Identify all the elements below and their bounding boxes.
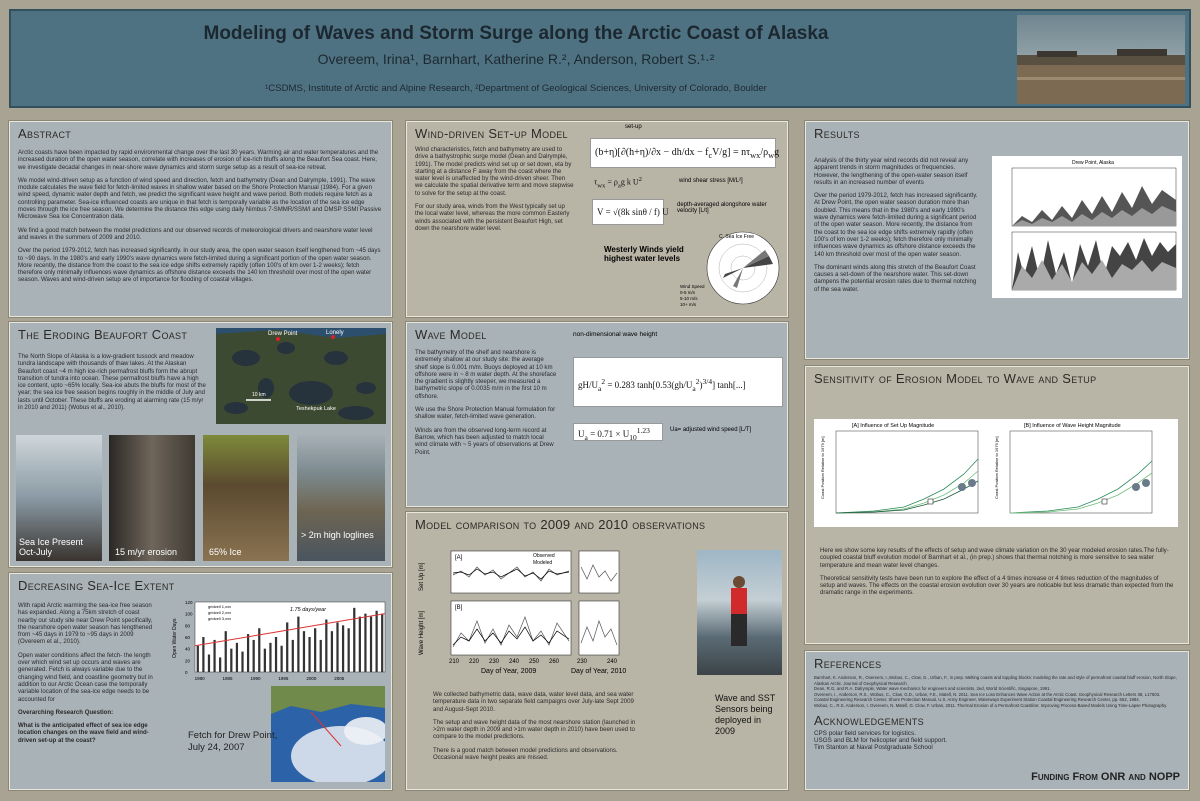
erosion-caption: 15 m/yr erosion xyxy=(115,547,178,557)
setup-heading: Wind-driven Set-up Model xyxy=(415,126,568,141)
results-p3: The dominant winds along this stretch of the Beaufort Coast causes a set-down of the nearshore water. This set-down dampens the potential erosion rates due to thermal notching of the sea water. xyxy=(814,263,977,293)
results-heading: Results xyxy=(814,126,860,141)
y-tick-label: 80 xyxy=(185,623,191,629)
wind-rose xyxy=(703,228,783,308)
panel-a-label: [A] xyxy=(455,555,463,561)
xlabel-2010: Day of Year, 2010 xyxy=(571,668,627,675)
y-tick-label: 40 xyxy=(185,646,191,652)
references-panel xyxy=(805,651,1189,790)
sensitivity-p2: Theoretical sensitivity tests have been run to explore the effect of a 4 times increase or 4 times reduction of the magnitudes of setup and waves. The effects on the coastal erosion evolution over 30 years are noticable but less dramatic than expected from the dramatic range in the experiments. xyxy=(820,574,1174,597)
open-water-bar xyxy=(342,625,344,672)
open-water-bar xyxy=(269,643,271,672)
rose-legend-3: 10+ m/s xyxy=(680,302,697,307)
references-list xyxy=(806,673,1188,709)
velocity-label: depth-averaged alongshore water velocity [L/t] xyxy=(677,202,767,214)
open-water-bar xyxy=(331,631,333,672)
question-title: Overarching Research Question: xyxy=(18,708,114,716)
xlabel-2009: Day of Year, 2009 xyxy=(481,668,537,675)
comparison-text2: The setup and wave height data of the most nearshore station (launched in >2m water depth in 2009 and >1m water depth in 2010) have been used to compare to the model predictions. xyxy=(433,718,636,741)
poster-header xyxy=(9,9,1191,108)
sensitivity-chart xyxy=(814,419,1178,527)
wave-equation: $gH/U_a^2 = 0.283$ $\tanh[0.53(gh/U_a^2)^{3/4}]$ tanh[...] xyxy=(573,357,783,407)
loglines-caption: > 2m high loglines xyxy=(301,530,374,540)
stress-equation: $\tau_{wx} = \rho_ag$ k $U^2$ xyxy=(594,176,642,190)
setup-text2: For our study area, winds from the West typically set up the local water level, whereas the more common Easterly winds associated with the persistent Beaufort High, set down the nearshore water level. xyxy=(415,203,570,232)
open-water-bar xyxy=(219,657,221,672)
reference-1: Barnhart, K. Anderson, R., Overeem, I.,Wobus, C., Clow, G., Urban, F., in prep. Melting coasts and toppling blocks: modeling the rate and style of permafrost coastal bluff erosion, North Slope, Alaskan Arctic. Journal of Geophysical Research. xyxy=(814,675,1177,686)
results-chart xyxy=(992,156,1182,298)
comparison-heading: Model comparison to 2009 and 2010 observations xyxy=(415,517,706,532)
map-label-lonely: Lonely xyxy=(326,330,344,336)
abstract-heading: Abstract xyxy=(18,126,72,141)
rose-legend-title: Wind Speed xyxy=(680,284,705,289)
results-chart-title: Drew Point, Alaska xyxy=(1072,160,1114,166)
reference-2: Dean, R.G, and R.A. Dalrymple, Water wave mechanics for engineers and scientists. 2ed, World Scientific, Singapore, 1991. xyxy=(814,686,1051,692)
open-water-bar xyxy=(336,622,338,672)
reference-5: Wobus, C., R.S. Anderson, I. Overeem, N. Matell, G. Clow, F. Urban, 2011. Thermal Erosion of a Permafrost Coastline: Improving Process-Based Models Using Time-Lapse Photography. xyxy=(814,702,1168,708)
open-water-bar xyxy=(275,637,277,672)
wave-text3: Winds are from the observed long-term record at Barrow, which has been adjusted to match local wind climate with ~ 5 years of observations at Drew Point. xyxy=(415,426,554,456)
nondim-label: non-dimensional wave height xyxy=(573,331,658,338)
rose-label: C. Sea Ice Free xyxy=(719,234,755,240)
sea-ice-panel xyxy=(9,573,392,790)
setup-model-panel xyxy=(406,121,788,317)
open-water-bar xyxy=(230,649,232,672)
abstract-p3: We find a good match between the model predictions and our observed records of meteorological drivers and nearshore water level and waves in the summers of 2009 and 2010. xyxy=(18,226,373,241)
funding-note: Funding From ONR and NOPP xyxy=(1031,771,1180,783)
open-water-bar xyxy=(359,617,361,672)
setup-text: Wind characteristics, fetch and bathymetry are used to drive a bathystrophic surge model (Dean and Dalrymple, 1991). The model predicts wind set up or set down, eta by starting at a distance F away from the coast where the water level is unaffected by the wind-driven sheer. Then we calculate the spatial derivative term and move stepwise to solve for the setup at the coast. xyxy=(415,146,574,197)
fetch-caption: Fetch for Drew Point, July 24, 2007 xyxy=(188,730,278,753)
svg-text:250: 250 xyxy=(529,659,540,665)
velocity-equation: V = √(8k sinθ / f) U xyxy=(592,199,664,225)
sens-ylabel-b: Coast Position Relative to 1979 [m] xyxy=(994,436,999,499)
open-water-bar xyxy=(364,614,366,672)
references-heading: References xyxy=(814,656,882,671)
comparison-panel xyxy=(406,512,788,790)
abstract-panel xyxy=(9,121,392,317)
header-photo xyxy=(1017,15,1185,104)
x-tick-label: 1985 xyxy=(222,676,233,681)
setup-label: set-up xyxy=(625,124,642,130)
open-water-bar xyxy=(314,628,316,672)
open-water-bar xyxy=(325,620,327,673)
svg-text:240: 240 xyxy=(509,659,520,665)
poster-title: Modeling of Waves and Storm Surge along the Arctic Coast of Alaska xyxy=(203,23,829,44)
y-tick-label: 60 xyxy=(185,635,191,640)
open-water-bar xyxy=(236,643,238,672)
open-water-bar xyxy=(376,611,378,672)
panel-b-label: [B] xyxy=(455,605,463,611)
sens-title-a: [A] Influence of Set Up Magnitude xyxy=(852,423,935,429)
y-tick-label: 100 xyxy=(185,611,193,617)
legend-2: gridcell 2,xxx xyxy=(208,610,232,615)
open-water-bar xyxy=(303,631,305,672)
open-water-bar xyxy=(213,640,215,672)
trend-annotation: 1.75 days/year xyxy=(290,607,327,613)
ack-heading: Acknowledgements xyxy=(814,712,924,728)
legend-observed: Observed xyxy=(533,553,555,559)
x-tick-label: 1990 xyxy=(250,676,261,681)
open-water-bar xyxy=(320,640,322,672)
open-water-bar xyxy=(292,640,294,672)
rose-legend-2: 5-10 m/s xyxy=(680,296,698,301)
svg-text:230: 230 xyxy=(489,659,500,665)
wave-model-panel xyxy=(406,322,788,507)
open-water-bar xyxy=(353,608,355,672)
comparison-chart xyxy=(411,537,656,679)
y-tick-label: 120 xyxy=(185,600,193,605)
ylabel-wave: Wave Height [m] xyxy=(419,610,425,655)
abstract-p2: We model wind-driven setup as a function of wind speed and direction, fetch and bathymetry (Dean and Dalrymple, 1991). The wave module calculates the wave field for fetch-limited waves in shallow water based on the Shore Protection Manual (1984). For a given wind speed, dynamic water depth and fetch, we predict the significant wave height and wave period. Both models require fetch as a controlling parameter. Sea-ice influenced coasts are unique in that fetch is temporally variable as the location of the sea ice edge moves through the ice free season. We determine the distance this edge using daily Nimbus 7-SMMR/SSM/I and DMSP SSMI Passive Microwave Sea Ice Concentration data. xyxy=(18,176,382,221)
ack-3: Tim Stanton at Naval Postgraduate School xyxy=(814,744,933,752)
abstract-p4: Over the period 1979-2012, fetch has increased significantly. In our study area, the open water season itself lengthened from ~45 days to ~90 days. In the 1980's and early 1990's wave dynamics were fetch-limited during a significant portion of the open water season. More recently, the distance from the coast to the sea ice edge shifts extremely rapidly (often 100's of km over 1-2 weeks); fetch therefore only minimally influences wave dynamics as offshore distance exceeds the 140 km threshold over most of the open water season. Waves and wind-driven setup are of importance for flooding of coastal villages. xyxy=(18,247,381,284)
research-question: What is the anticipated effect of sea ice edge location changes on the wave field and wind-driven set-up at the coast? xyxy=(18,722,149,744)
rose-legend-1: 0-5 m/s xyxy=(680,290,696,295)
ack-1: CPS polar field services for logistics. xyxy=(814,729,916,737)
tundra-map xyxy=(216,328,386,424)
svg-text:260: 260 xyxy=(549,659,560,665)
sens-ylabel-a: Coast Position Relative to 1979 [m] xyxy=(820,436,825,499)
chart-ylabel: Open Water Days xyxy=(172,618,178,658)
comparison-text1: We collected bathymetric data, wave data, water level data, and sea water temperature data in two separate field campaigns over July-late Sept 2009 and August-Sept 2010. xyxy=(433,691,634,713)
results-p2: Over the period 1979-2012, fetch has increased significantly. At Drew Point, the open water season duration more than doubled. This means that in the 1980's and early 1990's wave dynamics were fetch-limited during a significant period of the open water season. More recently, the distance from the coast to the sea ice edge shifts extremely rapidly (often 100's of km over 1-2 weeks); fetch therefore only minimally influences wave dynamics as offshore distance exceeds the 140 km threshold over most of the open water season. xyxy=(814,192,978,258)
wave-text1: The bathymetry of the shelf and nearshore is extremely shallow at our study site: the average shelf slope is 0.001 m/m. Buoys deployed at 10 km offshore were in ~ 8 m water depth. At the shoreface the gradient is slightly steeper, we measured a bathymetric slope of 0.0035 m/m in the first 10 m offshore. xyxy=(415,349,557,400)
open-water-bar xyxy=(253,640,255,672)
x-tick-label: 1980 xyxy=(194,676,205,681)
ua-label: Ua= adjusted wind speed [L/T] xyxy=(670,427,752,433)
open-water-bar xyxy=(241,652,243,672)
map-label-teshekpuk: Teshekpuk Lake xyxy=(296,406,336,412)
sensor-deploy-photo xyxy=(697,550,782,675)
x-tick-label: 2005 xyxy=(334,676,345,681)
y-tick-label: 20 xyxy=(185,658,191,664)
loglines-photo xyxy=(297,435,385,561)
ice-content-photo xyxy=(203,435,289,561)
rose-legend xyxy=(680,284,705,308)
fetch-map xyxy=(271,686,385,782)
comparison-text3: There is a good match between model predictions and observations. Occasional wave height peaks are missed. xyxy=(433,746,618,762)
sensitivity-p1: Here we show some key results of the effects of setup and wave climate variation on the 30 year modeled erosion rates.The fully-coupled coastal bluff evolution model of Barnhart et al., (in prep.) shows that thermal notching is more sensitive to sea water temperature and mean water level changes. xyxy=(820,547,1169,569)
open-water-bar xyxy=(197,646,199,672)
sea-ice-p1: With rapid Arctic warming the sea-ice free season has expanded. Along a 75km stretch of coast nearby our study site near Drew Point specifically, the nearshore open water season has lengthened from ~45 days in 1979 to ~95 days in 2009 (Overeem et al., 2010). xyxy=(18,602,153,646)
open-water-bar xyxy=(264,649,266,672)
svg-text:220: 220 xyxy=(469,659,480,665)
open-water-bar xyxy=(202,637,204,672)
poster-affiliations: ¹CSDMS, Institute of Arctic and Alpine Research, ²Department of Geological Sciences, University of Colorado, Boulder xyxy=(265,83,767,94)
sensor-caption: Wave and SST Sensors being deployed in 2009 xyxy=(715,693,776,736)
reference-3: Overeem, I., Anderson, R.S., Wobus, C., Clow, G.D., Urban, F.E., Matell, N. 2011. Sea Ice Loss Enhances Wave Action at the Arctic Coast. Geophysical Research Letters 38, L17503. xyxy=(814,691,1161,697)
svg-text:230: 230 xyxy=(577,659,588,665)
sea-ice-heading: Decreasing Sea-Ice Extent xyxy=(18,578,175,593)
open-water-chart xyxy=(170,598,388,686)
ack-2: USGS and BLM for helicopter and field support. xyxy=(814,736,948,744)
erosion-photo xyxy=(109,435,195,561)
ylabel-setup: Set Up [m] xyxy=(419,562,425,591)
open-water-bar xyxy=(208,655,210,673)
legend-modeled: Modeled xyxy=(533,560,553,566)
sens-title-b: [B] Influence of Wave Height Magnitude xyxy=(1024,423,1121,429)
open-water-bar xyxy=(308,637,310,672)
open-water-bar xyxy=(297,617,299,672)
eroding-coast-panel xyxy=(9,322,392,567)
ua-equation: $U_a = 0.71 \times U_{10}^{1.23}$ xyxy=(573,423,663,441)
sea-ice-p2: Open water conditions affect the fetch- the length over which wind set up occurs and waves are generated. Fetch is always variable due to the changing wind field, and coastline geometry but in addition to our Arctic Ocean case the temporally variable location of the sea-ice edge needs to be accounted for xyxy=(18,651,153,703)
results-p1: Analysis of the thirty year wind records did not reveal any apparent trends in storm magnitudes or frequencies. However, the lengthening of the open-water season itself results in an increased number of events xyxy=(814,157,969,186)
results-panel xyxy=(805,121,1189,359)
sensitivity-heading: Sensitivity of Erosion Model to Wave and Setup xyxy=(814,371,1097,386)
open-water-bar xyxy=(225,631,227,672)
ice-content-caption: 65% Ice xyxy=(209,547,242,557)
open-water-bar xyxy=(247,634,249,672)
poster-authors: Overeem, Irina¹, Barnhart, Katherine R.², Anderson, Robert S.¹·² xyxy=(317,51,715,67)
svg-text:240: 240 xyxy=(607,659,618,665)
sea-ice-photo xyxy=(16,435,102,561)
open-water-bar xyxy=(370,617,372,672)
x-tick-label: 1995 xyxy=(278,676,289,681)
open-water-bar xyxy=(348,628,350,672)
sea-ice-caption: Sea Ice Present Oct-July xyxy=(19,537,84,557)
open-water-bar xyxy=(381,614,383,672)
x-tick-label: 2000 xyxy=(306,676,317,681)
setup-equation: $(b+\eta)[\partial(h+\eta)/\partial x - dh/dx - f_cV/g] = n\tau_{wx}/\rho_wg$ xyxy=(590,138,776,168)
wave-text2: We use the Shore Protection Manual formulation for shallow water, fetch-limited wave generation. xyxy=(415,406,556,421)
svg-text:210: 210 xyxy=(449,659,460,665)
stress-label: wind shear stress [M/L²] xyxy=(679,178,743,184)
map-label-drew-point: Drew Point xyxy=(268,331,298,337)
legend-1: gridcell 1,xxx xyxy=(208,604,232,609)
sensitivity-panel xyxy=(805,366,1189,644)
legend-3: gridcell 3,xxx xyxy=(208,616,232,621)
wave-heading: Wave Model xyxy=(415,327,487,342)
ack-list xyxy=(806,730,1188,752)
map-label-scale: 10 km xyxy=(252,392,266,398)
reference-4: Coastal Engineering Research Center, Shore Protection Manual, U.S. Army Engineer, Waterways Experiment Station Coastal Engineering Research Center, pp. 652, 1984. xyxy=(814,697,1140,703)
westerly-note: Westerly Winds yield highest water levels xyxy=(604,245,684,263)
abstract-p1: Arctic coasts have been impacted by rapid environmental change over the last 30 years. Warming air and water temperatures and the increased duration of the open water season, correlate with increases of erosion of ice-rich bluffs along the Beaufort Sea coast. Here, we investigate decadal changes in near-shore wave dynamics and storm surge setup as a result of sea-ice retreat. xyxy=(18,149,379,171)
bluff-photo xyxy=(1017,15,1185,104)
eroding-text: The North Slope of Alaska is a low-gradient tussock and meadow tundra landscape with thousands of thaw lakes. At the Alaskan Beaufort coast ~4 m high ice-rich permafrost bluffs form the abrupt transition of tundra into ocean. These permafrost bluffs have a high ice content, upto ~65% locally. Sea-ice abuts the bluffs for most of the year; the sea ice free season begins roughly in the middle of July and lasts until October. These bluffs are eroding at alarming rate (15 m/yr in 2010 and 2011) (Wobus et al., 2010). xyxy=(18,353,206,412)
y-tick-label: 0 xyxy=(185,670,188,675)
eroding-heading: The Eroding Beaufort Coast xyxy=(18,327,188,342)
open-water-bar xyxy=(281,646,283,672)
